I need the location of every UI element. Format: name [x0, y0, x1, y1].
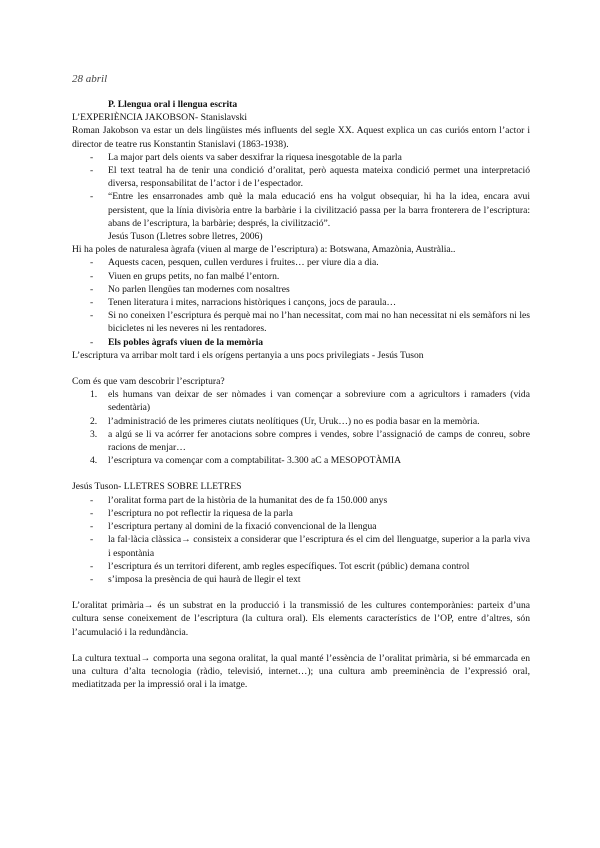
list-item: - l’escriptura no pot reflectir la riquesa de la parla	[108, 507, 530, 520]
item-text: els humans van deixar de ser nòmades i van començar a sobreviure com a agricultors i ramaders (vida sedentària)	[108, 389, 530, 414]
item-text: l’escriptura va començar com a comptabilitat- 3.300 aC a MESOPOTÀMIA	[108, 455, 402, 467]
item-number: 1.	[90, 389, 98, 401]
numbered-list	[72, 388, 530, 467]
list-item: - s’imposa la presència de qui haurà de llegir el text	[108, 573, 530, 586]
list-item	[108, 190, 530, 243]
list-item: - Si no coneixen l’escriptura és perquè mai no l’han necessitat, com mai no han necessitat ni els semàfors ni les bicicletes ni les neveres ni les rentadores.	[108, 309, 530, 335]
list-item-bold	[108, 336, 530, 349]
question-heading: Com és que vam descobrir l’escriptura?	[72, 376, 225, 388]
item-text: a algú se li va acórrer fer anotacions sobre compres i vendes, sobre l’assignació de camps de conreu, sobre racions de menjar…	[108, 428, 530, 454]
textual-culture-paragraph: La cultura textual→ comporta una segona oralitat, la qual manté l’essència de l’oralitat primària, si bé emmarcada en una cultura d’alta tecnologia (ràdio, televisió, internet…); una cultura amb preeminència de l’expressió oral, mediatitzada per la impressió oral i la imatge.	[72, 652, 530, 691]
list-item: - l’escriptura és un territori diferent, amb regles específiques. Tot escrit (públic) demana control	[108, 560, 530, 573]
list-item: - Tenen literatura i mites, narracions històriques i cançons, jocs de paraula…	[108, 296, 530, 309]
quote-citation: Jesús Tuson (Lletres sobre lletres, 2006)	[108, 231, 263, 243]
date-heading: 28 abril	[72, 73, 108, 85]
item-text: l’administració de les primeres ciutats neolítiques (Ur, Uruk…) no es podia basar en la memòria.	[108, 415, 480, 427]
experience-list	[72, 151, 530, 243]
numbered-item	[90, 454, 530, 467]
list-item: - El text teatral ha de tenir una condició d’oralitat, però aquesta mateixa condició permet una interpretació diversa, responsabilitat de l’actor i de l’espectador.	[108, 164, 530, 190]
numbered-item	[90, 428, 530, 454]
list-item: - La major part dels oients va saber desxifrar la riquesa inesgotable de la parla	[108, 151, 530, 164]
primary-orality-paragraph: L’oralitat primària→ és un substrat en la producció i la transmissió de les cultures contemporànies: parteix d’una cultura sense coneixement de l’escriptura (la cultura oral). Els elements característics de l’OP, entre d’altres, són l’acumulació i la redundància.	[72, 600, 530, 638]
item-number: 2.	[90, 415, 98, 427]
item-number: 3.	[90, 428, 98, 440]
list-item: - No parlen llengües tan modernes com nosaltres	[108, 283, 530, 296]
item-number: 4.	[90, 455, 98, 467]
peoples-list	[72, 256, 530, 348]
document-body	[72, 98, 530, 691]
list-item: - Viuen en grups petits, no fan malbé l’entorn.	[108, 270, 530, 283]
numbered-item	[90, 415, 530, 428]
list-item: - l’oralitat forma part de la història de la humanitat des de fa 150.000 anys	[108, 494, 530, 507]
bold-statement: Els pobles àgrafs viuen de la memòria	[108, 336, 264, 348]
tuson-list	[72, 494, 530, 586]
list-item: - Aquests cacen, pesquen, cullen verdures i fruites… per viure dia a dia.	[108, 256, 530, 269]
peoples-intro: Hi ha poles de naturalesa àgrafa (viuen al marge de l’escriptura) a: Botswana, Amazònia, Austràlia..	[72, 244, 456, 256]
list-item: - la fal·làcia clàssica→ consisteix a considerar que l’escriptura és el cim del llenguatge, superior a la parla viva i espontània	[108, 533, 530, 559]
numbered-item	[90, 388, 530, 414]
section-title: P. Llengua oral i llengua escrita	[108, 99, 238, 110]
tuson-heading: Jesús Tuson- LLETRES SOBRE LLETRES	[72, 481, 242, 493]
list-item: - l’escriptura pertany al domini de la fixació convencional de la llengua	[108, 520, 530, 533]
experience-heading: L’EXPERIÈNCIA JAKOBSON- Stanislavski	[72, 112, 248, 124]
privileged-note: L’escriptura va arribar molt tard i els orígens pertanyia a uns pocs privilegiats - Jesús Tuson	[72, 349, 424, 361]
intro-paragraph: Roman Jakobson va estar un dels lingüistes més influents del segle XX. Aquest explica un cas curiós entorn l’actor i director de teatre rus Konstantin Stanislavi (1863-1938).	[72, 125, 530, 150]
quote-text: “Entre les ensarronades amb què la mala educació ens ha volgut obsequiar, hi ha la idea, encara avui persistent, que la línia divisòria entre la barbàrie i la civilització passa per la barra fronterera de l’escriptura: abans de l’escriptura, la barbàrie; després, la civilització”.	[108, 191, 530, 229]
